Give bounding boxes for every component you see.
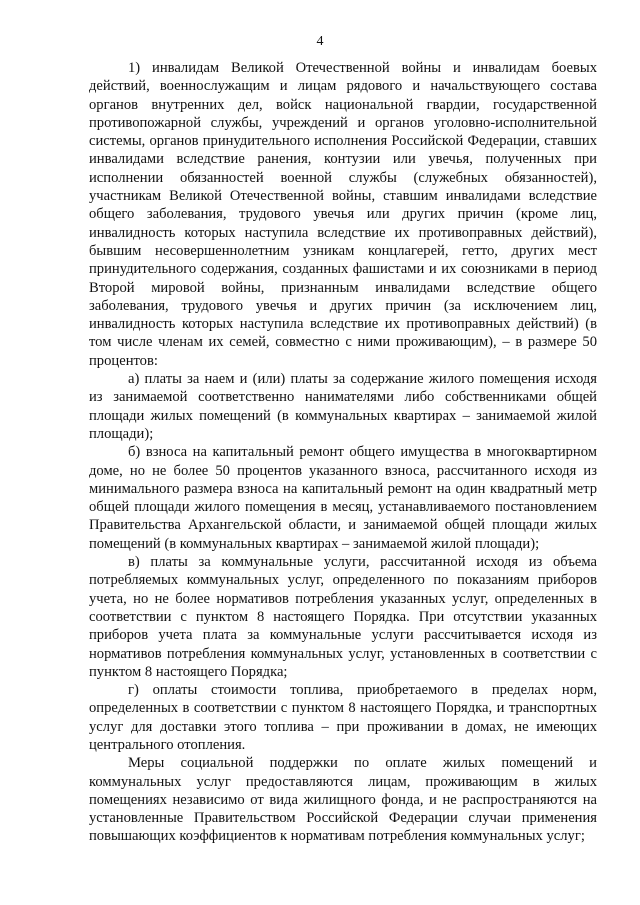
- paragraph-item-1: 1) инвалидам Великой Отечественной войны и инвалидам боевых действий, военнослужащим и лицам рядового и начальствующего состава органов внутренних дел, войск национальной гвардии, государственной противопожарной службы, учреждений и органов уголовно-исполнительной системы, органов принудительного исполнения Российской Федерации, ставших инвалидами вследствие ранения, контузии или увечья, полученных при исполнении обязанностей военной службы (служебных обязанностей), участникам Великой Отечественной войны, ставшим инвалидами вследствие общего заболевания, трудового увечья или других причин (кроме лиц, инвалидность которых наступила вследствие их противоправных действий), бывшим несовершеннолетним узникам концлагерей, гетто, других мест принудительного содержания, созданных фашистами и их союзниками в период Второй мировой войны, признанным инвалидами вследствие общего заболевания, трудового увечья и других причин (за исключением лиц, инвалидность которых наступила вследствие их противоправных действий) (в том числе членам их семей, совместно с ними проживающим), – в размере 50 процентов:: [89, 60, 597, 369]
- paragraph-measures: Меры социальной поддержки по оплате жилых помещений и коммунальных услуг предоставляются лицам, проживающим в жилых помещениях независимо от вида жилищного фонда, и не распространяются на установленные Правительством Российской Федерации случаи применения повышающих коэффициентов к нормативам потребления коммунальных услуг;: [89, 755, 597, 845]
- page-number: 4: [316, 34, 324, 49]
- paragraph-subitem-g: г) оплаты стоимости топлива, приобретаемого в пределах норм, определенных в соответствии с пунктом 8 настоящего Порядка, и транспортных услуг для доставки этого топлива – при проживании в домах, не имеющих центрального отопления.: [89, 682, 597, 753]
- paragraph-subitem-a: а) платы за наем и (или) платы за содержание жилого помещения исходя из занимаемой соответственно нанимателями либо собственниками общей площади жилых помещений (в коммунальных квартирах – занимаемой жилой площади);: [89, 371, 597, 442]
- document-body: [89, 59, 597, 846]
- paragraph-subitem-v: в) платы за коммунальные услуги, рассчитанной исходя из объема потребляемых коммунальных услуг, определенного по показаниям приборов учета, но не более нормативов потребления указанных услуг, определенных в соответствии с пунктом 8 настоящего Порядка. При отсутствии указанных приборов учета плата за коммунальные услуги рассчитывается исходя из нормативов потребления коммунальных услуг, установленных в соответствии с пунктом 8 настоящего Порядка;: [89, 554, 597, 680]
- paragraph-subitem-b: б) взноса на капитальный ремонт общего имущества в многоквартирном доме, но не более 50 процентов указанного взноса, рассчитанного исходя из минимального размера взноса на капитальный ремонт на один квадратный метр общей площади жилого помещения в месяц, устанавливаемого постановлением Правительства Архангельской области, и занимаемой общей площади жилых помещений (в коммунальных квартирах – занимаемой жилой площади);: [89, 444, 597, 552]
